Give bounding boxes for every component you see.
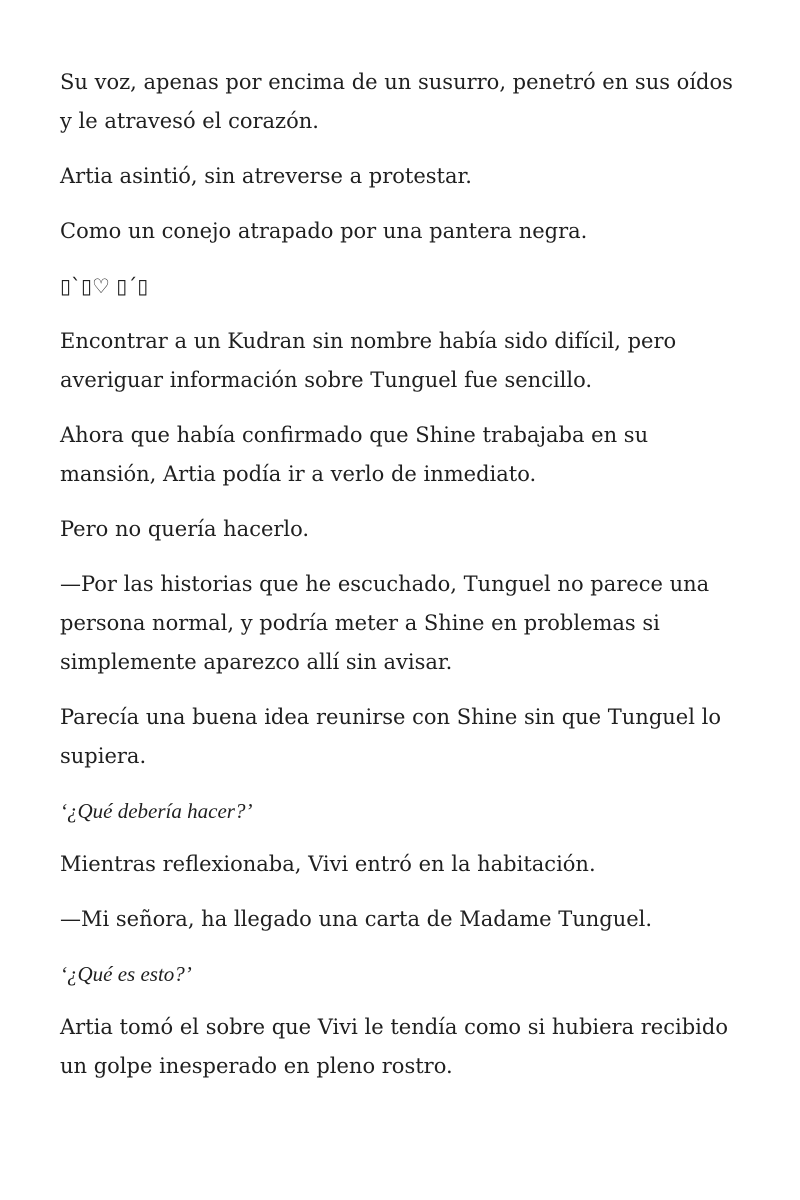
inner-thought: ‘¿Qué es esto?’ — [60, 962, 192, 986]
paragraph: Pero no quería hacerlo. — [60, 517, 310, 541]
paragraph: Ahora que había confirmado que Shine trabajaba en su mansión, Artia podía ir a verlo de inmediato. — [60, 423, 649, 486]
document-page — [60, 63, 750, 1102]
section-divider: ▯`▯♡ ▯´▯ — [60, 274, 149, 298]
paragraph: Parecía una buena idea reunirse con Shine sin que Tunguel lo supiera. — [60, 705, 721, 768]
dialogue-paragraph: —Mi señora, ha llegado una carta de Madame Tunguel. — [60, 907, 653, 931]
paragraph: Artia tomó el sobre que Vivi le tendía como si hubiera recibido un golpe inesperado en pleno rostro. — [60, 1015, 728, 1078]
paragraph: Su voz, apenas por encima de un susurro, penetró en sus oídos y le atravesó el corazón. — [60, 70, 733, 133]
paragraph: Mientras reflexionaba, Vivi entró en la habitación. — [60, 852, 596, 876]
paragraph: Como un conejo atrapado por una pantera negra. — [60, 219, 588, 243]
dialogue-paragraph: —Por las historias que he escuchado, Tunguel no parece una persona normal, y podría meter a Shine en problemas si simplemente aparezco allí sin avisar. — [60, 572, 710, 674]
paragraph: Encontrar a un Kudran sin nombre había sido difícil, pero averiguar información sobre Tunguel fue sencillo. — [60, 329, 677, 392]
inner-thought: ‘¿Qué debería hacer?’ — [60, 799, 253, 823]
paragraph: Artia asintió, sin atreverse a protestar. — [60, 164, 472, 188]
